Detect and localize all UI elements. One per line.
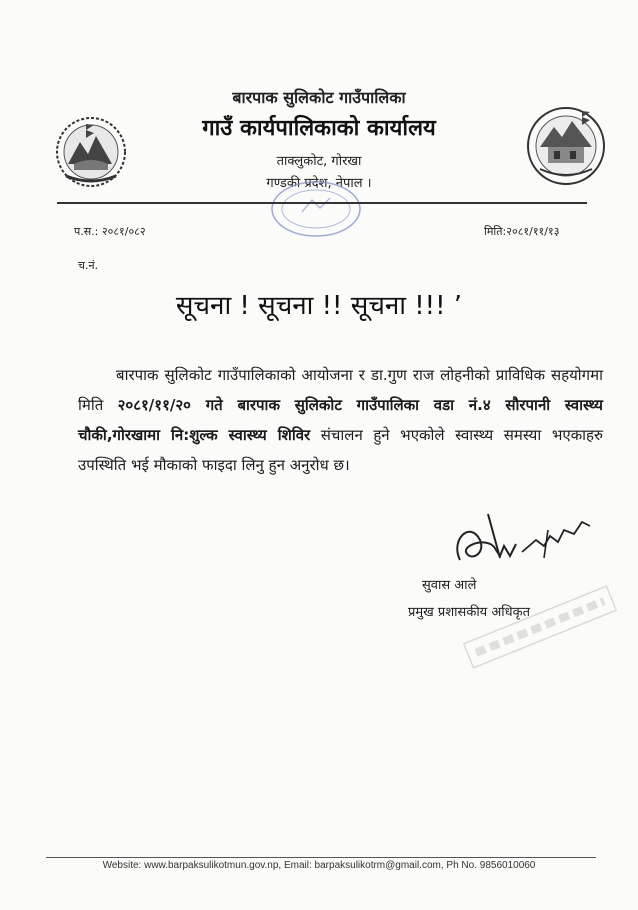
- body-part-bold: २०८१/११/२० गते बारपाक सुलिकोट गाउँपालिका वडा नं.४ सौरपानी स्वास्थ्य चौकी,गोरखामा नि:शुल्क स्वास्थ्य शिविर: [78, 396, 603, 444]
- body-part-3: संचालन हुने भएकोले स्वास्थ्य समस्या भएकाहरु उपस्थिति भई मौकाको फाइदा लिनु हुन अनुरोध छ।: [78, 426, 603, 474]
- designation-seal-icon: [455, 582, 625, 672]
- header-divider: [57, 202, 587, 204]
- office-stamp-icon: [268, 178, 364, 240]
- notice-body: [78, 360, 603, 480]
- reference-number: प.स.: २०८१/०८२: [74, 225, 146, 238]
- issue-date: मिति:२०८१/११/१३: [484, 225, 560, 238]
- signature-icon: [440, 500, 600, 580]
- notice-title: सूचना ! सूचना !! सूचना !!! ’: [175, 291, 463, 321]
- office-name: गाउँ कार्यपालिकाको कार्यालय: [202, 116, 436, 141]
- municipality-name: बारपाक सुलिकोट गाउँपालिका: [232, 88, 406, 107]
- body-part-1: बारपाक सुलिकोट गाउँपालिकाको आयोजना र डा.गुण राज लोहनीको प्राविधिक सहयोगमा मिति: [78, 366, 603, 414]
- signatory-name: सुवास आले: [422, 578, 477, 593]
- office-location: ताक्लुकोट, गोरखा: [276, 154, 362, 169]
- signatory-title: प्रमुख प्रशासकीय अधिकृत: [408, 605, 531, 620]
- footer-contact: Website: www.barpaksulikotmun.gov.np, Email: barpaksulikotrm@gmail.com, Ph No. 9856010060: [102, 860, 536, 871]
- office-province: गण्डकी प्रदेश, नेपाल ।: [266, 176, 372, 191]
- footer-divider: [46, 857, 596, 858]
- dispatch-number: च.नं.: [78, 259, 99, 272]
